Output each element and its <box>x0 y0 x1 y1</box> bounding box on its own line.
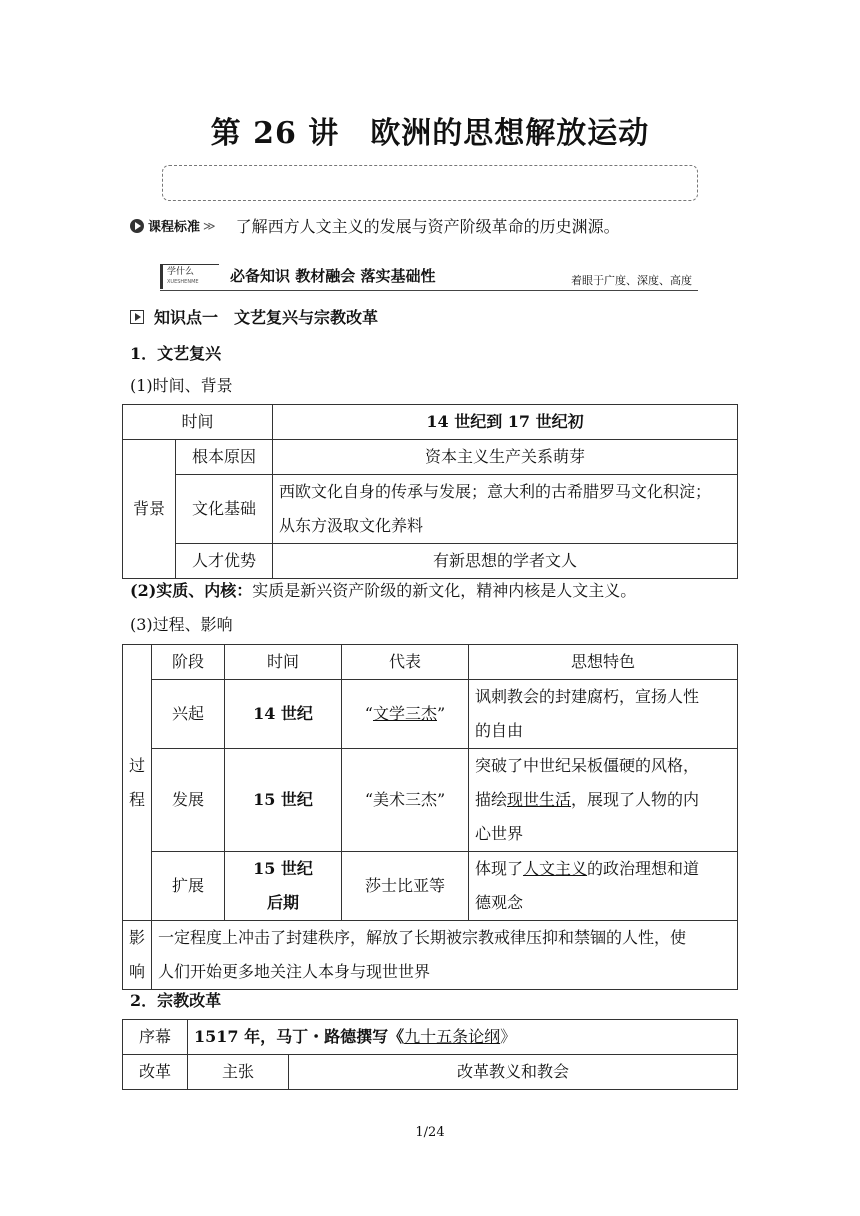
table-cell: 代表 <box>342 645 469 680</box>
subheading-process-impact: (3)过程、影响 <box>130 615 233 634</box>
table-process-impact <box>122 644 738 990</box>
table-cell: 序幕 <box>123 1020 188 1055</box>
course-standard-label: 课程标准 <box>148 220 201 235</box>
table-cell: “文学三杰” <box>342 680 469 749</box>
table-cell: 时间 <box>123 405 273 440</box>
table-cell: “美术三杰” <box>342 749 469 852</box>
table-cell: 改革 <box>123 1055 188 1090</box>
table-cell: 主张 <box>188 1055 289 1090</box>
section-heading-reformation: 2．宗教改革 <box>130 991 222 1010</box>
page-number: 1/24 <box>415 1125 445 1140</box>
subheading-time-background: (1)时间、背景 <box>130 376 233 395</box>
table-reformation <box>122 1019 738 1090</box>
paragraph-essence: (2)实质、内核：实质是新兴资产阶级的新文化，精神内核是人文主义。 <box>130 581 637 600</box>
section-heading-renaissance: 1．文艺复兴 <box>130 344 222 363</box>
banner-logo: 学什么 XUESHENME <box>160 264 219 289</box>
table-cell: 15 世纪 <box>225 749 342 852</box>
section-banner <box>160 262 698 291</box>
table-cell: 西欧文化自身的传承与发展；意大利的古希腊罗马文化积淀； 从东方汲取文化养料 <box>273 475 738 544</box>
table-time-background <box>122 404 738 579</box>
table-cell: 人才优势 <box>176 544 273 579</box>
play-box-icon <box>130 310 144 324</box>
table-cell: 讽刺教会的封建腐朽，宣扬人性 的自由 <box>469 680 738 749</box>
table-cell: 改革教义和教会 <box>289 1055 738 1090</box>
table-cell: 阶段 <box>152 645 225 680</box>
table-cell: 一定程度上冲击了封建秩序，解放了长期被宗教戒律压抑和禁锢的人性，使 人们开始更多地关注人本身与现世世界 <box>152 921 738 990</box>
knowledge-point-heading: 知识点一 文艺复兴与宗教改革 <box>130 305 378 328</box>
table-cell: 背景 <box>123 440 176 579</box>
table-cell: 莎士比亚等 <box>342 852 469 921</box>
table-cell: 有新思想的学者文人 <box>273 544 738 579</box>
table-cell: 影 响 <box>123 921 152 990</box>
table-cell: 资本主义生产关系萌芽 <box>273 440 738 475</box>
course-standard-text: 了解西方人文主义的发展与资产阶级革命的历史渊源。 <box>235 217 620 236</box>
table-cell: 14 世纪到 17 世纪初 <box>273 405 738 440</box>
table-cell: 14 世纪 <box>225 680 342 749</box>
table-cell: 1517 年，马丁・路德撰写《九十五条论纲》 <box>188 1020 738 1055</box>
page-title: 第 26 讲 欧洲的思想解放运动 <box>210 116 650 151</box>
table-cell: 发展 <box>152 749 225 852</box>
table-cell: 过 程 <box>123 645 152 921</box>
table-cell: 根本原因 <box>176 440 273 475</box>
table-cell: 文化基础 <box>176 475 273 544</box>
banner-main-text: 必备知识 教材融会 落实基础性 <box>230 267 436 285</box>
table-cell: 兴起 <box>152 680 225 749</box>
double-chevron-icon: ≫ <box>203 218 216 233</box>
course-standard <box>130 214 620 237</box>
table-cell: 突破了中世纪呆板僵硬的风格， 描绘现世生活，展现了人物的内 心世界 <box>469 749 738 852</box>
banner-right-text: 着眼于广度、深度、高度 <box>571 274 692 287</box>
table-cell: 15 世纪 后期 <box>225 852 342 921</box>
table-cell: 时间 <box>225 645 342 680</box>
dashed-box <box>162 165 698 201</box>
table-cell: 扩展 <box>152 852 225 921</box>
play-circle-icon <box>130 219 144 233</box>
table-cell: 体现了人文主义的政治理想和道 德观念 <box>469 852 738 921</box>
table-cell: 思想特色 <box>469 645 738 680</box>
